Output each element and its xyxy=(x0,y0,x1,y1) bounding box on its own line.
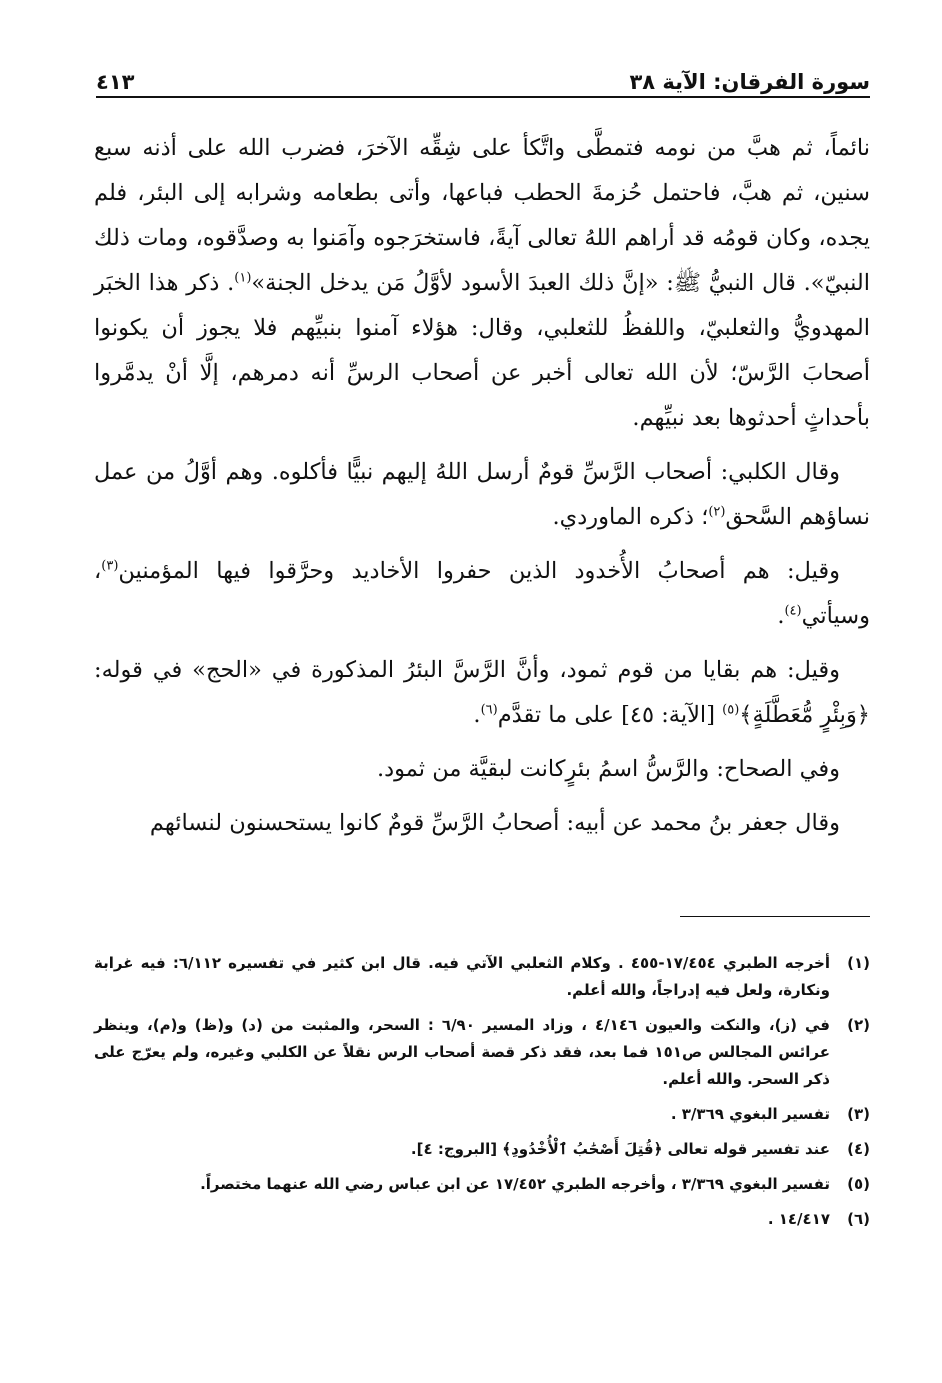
footnote-text: عند تفسير قوله تعالى ﴿قُتِلَ أَصْحَٰبُ ٱلْأُخْدُودِ﴾ [البروج: ٤]. xyxy=(410,1140,830,1158)
footnote xyxy=(94,1136,870,1163)
footnote-number: (٥) xyxy=(847,1175,870,1193)
footnote-ref: (٤) xyxy=(784,603,802,619)
footnote xyxy=(94,1101,870,1128)
footnote-divider xyxy=(680,916,870,917)
paragraph: وقيل: هم بقايا من قوم ثمود، وأنَّ الرَّسَّ البئرُ المذكورة في «الحج» في قوله: ﴿وَبِئْرٍ مُّعَطَّلَةٍ﴾$^{(٥)}$ [الآية: ٤٥] على ما تقدَّم$^{(٦)}$. xyxy=(94,657,870,728)
page-header xyxy=(96,54,870,94)
footnote-text: أخرجه الطبري ١٧/٤٥٤-٤٥٥ . وكلام الثعلبي الآتي فيه. قال ابن كثير في تفسيره ٦/١١٢: فيه غرابة ونكارة، ولعل فيه إدراجاً، والله أعلم. xyxy=(94,954,830,999)
footnote xyxy=(94,1206,870,1233)
footnote-ref: (٥) xyxy=(722,702,740,718)
header-divider xyxy=(96,96,870,98)
paragraph: وقال الكلبي: أصحاب الرَّسِّ قومٌ أرسل اللهُ إليهم نبيًّا فأكلوه. وهم أوَّلُ من عمل نساؤهم السَّحق$^{(٢)}$؛ ذكره الماوردي. xyxy=(94,459,870,530)
footnote-ref: (٢) xyxy=(708,504,726,520)
footnote-ref: (٣) xyxy=(101,558,119,574)
footnotes xyxy=(94,950,870,1241)
footnote xyxy=(94,1171,870,1198)
paragraph: نائماً، ثم هبَّ من نومه فتمطَّى واتَّكأ على شِقِّه الآخرَ، فضرب الله على أذنه سبع سنين، ثم هبَّ، فاحتمل حُزمةَ الحطب فباعها، وأتى بطعامه وشرابه إلى البئر، فلم يجده، وكان قومُه قد أراهم اللهُ تعالى آيةً، فاستخرَجوه وآمَنوا به وصدَّقوه، ومات ذلك النبيّ». قال النبيُّ ﷺ: «إنَّ ذلك العبدَ الأسود لأوَّلُ مَن يدخل الجنة»$^{(١)}$. ذكر هذا الخبَر المهدويُّ والثعلبيّ، واللفظُ للثعلبي، وقال: هؤلاء آمنوا بنبيِّهم فلا يجوز أن يكونوا أصحابَ الرَّسّ؛ لأن الله تعالى أخبر عن أصحاب الرسِّ أنه دمرهم، إلَّا أنْ يدمَّروا بأحداثٍ أحدثوها بعد نبيِّهم. xyxy=(94,135,871,431)
running-title: سورة الفرقان: الآية ٣٨ xyxy=(629,70,870,94)
footnote-number: (٦) xyxy=(847,1210,870,1228)
paragraph: وفي الصحاح: والرَّسُّ اسمُ بئرٍكانت لبقيَّة من ثمود. xyxy=(377,756,840,782)
footnote xyxy=(94,950,870,1004)
footnote-number: (٢) xyxy=(847,1016,870,1034)
footnote-text: تفسير البغوي ٣/٣٦٩ . xyxy=(670,1105,830,1123)
footnote xyxy=(94,1012,870,1093)
footnote-ref: (١) xyxy=(234,270,252,286)
page-number: ٤١٣ xyxy=(96,70,135,94)
footnote-text: تفسير البغوي ٣/٣٦٩ ، وأخرجه الطبري ١٧/٤٥٢ عن ابن عباس رضي الله عنهما مختصراً. xyxy=(200,1175,830,1193)
paragraph: وقال جعفر بنُ محمد عن أبيه: أصحابُ الرَّسِّ قومٌ كانوا يستحسنون لنسائهم xyxy=(149,810,840,836)
footnote-number: (١) xyxy=(847,954,870,972)
footnote-text: في (ز)، والنكت والعيون ٤/١٤٦ ، وزاد المسير ٦/٩٠ : السحر، والمثبت من (د) و(ظ) و(م)، وينظر عرائس المجالس ص١٥١ فما بعد، فقد ذكر قصة أصحاب الرس نقلاً عن الكلبي وغيره، ولم يعرّج على ذكر السحر. والله أعلم. xyxy=(94,1016,830,1088)
main-text xyxy=(94,126,870,855)
footnote-text: ١٤/٤١٧ . xyxy=(767,1210,830,1228)
footnote-number: (٤) xyxy=(847,1140,870,1158)
paragraph: وقيل: هم أصحابُ الأُخدود الذين حفروا الأخاديد وحرَّقوا فيها المؤمنين$^{(٣)}$، وسيأتي$^{(٤)}$. xyxy=(94,558,870,629)
footnote-ref: (٦) xyxy=(480,702,498,718)
footnote-number: (٣) xyxy=(847,1105,870,1123)
